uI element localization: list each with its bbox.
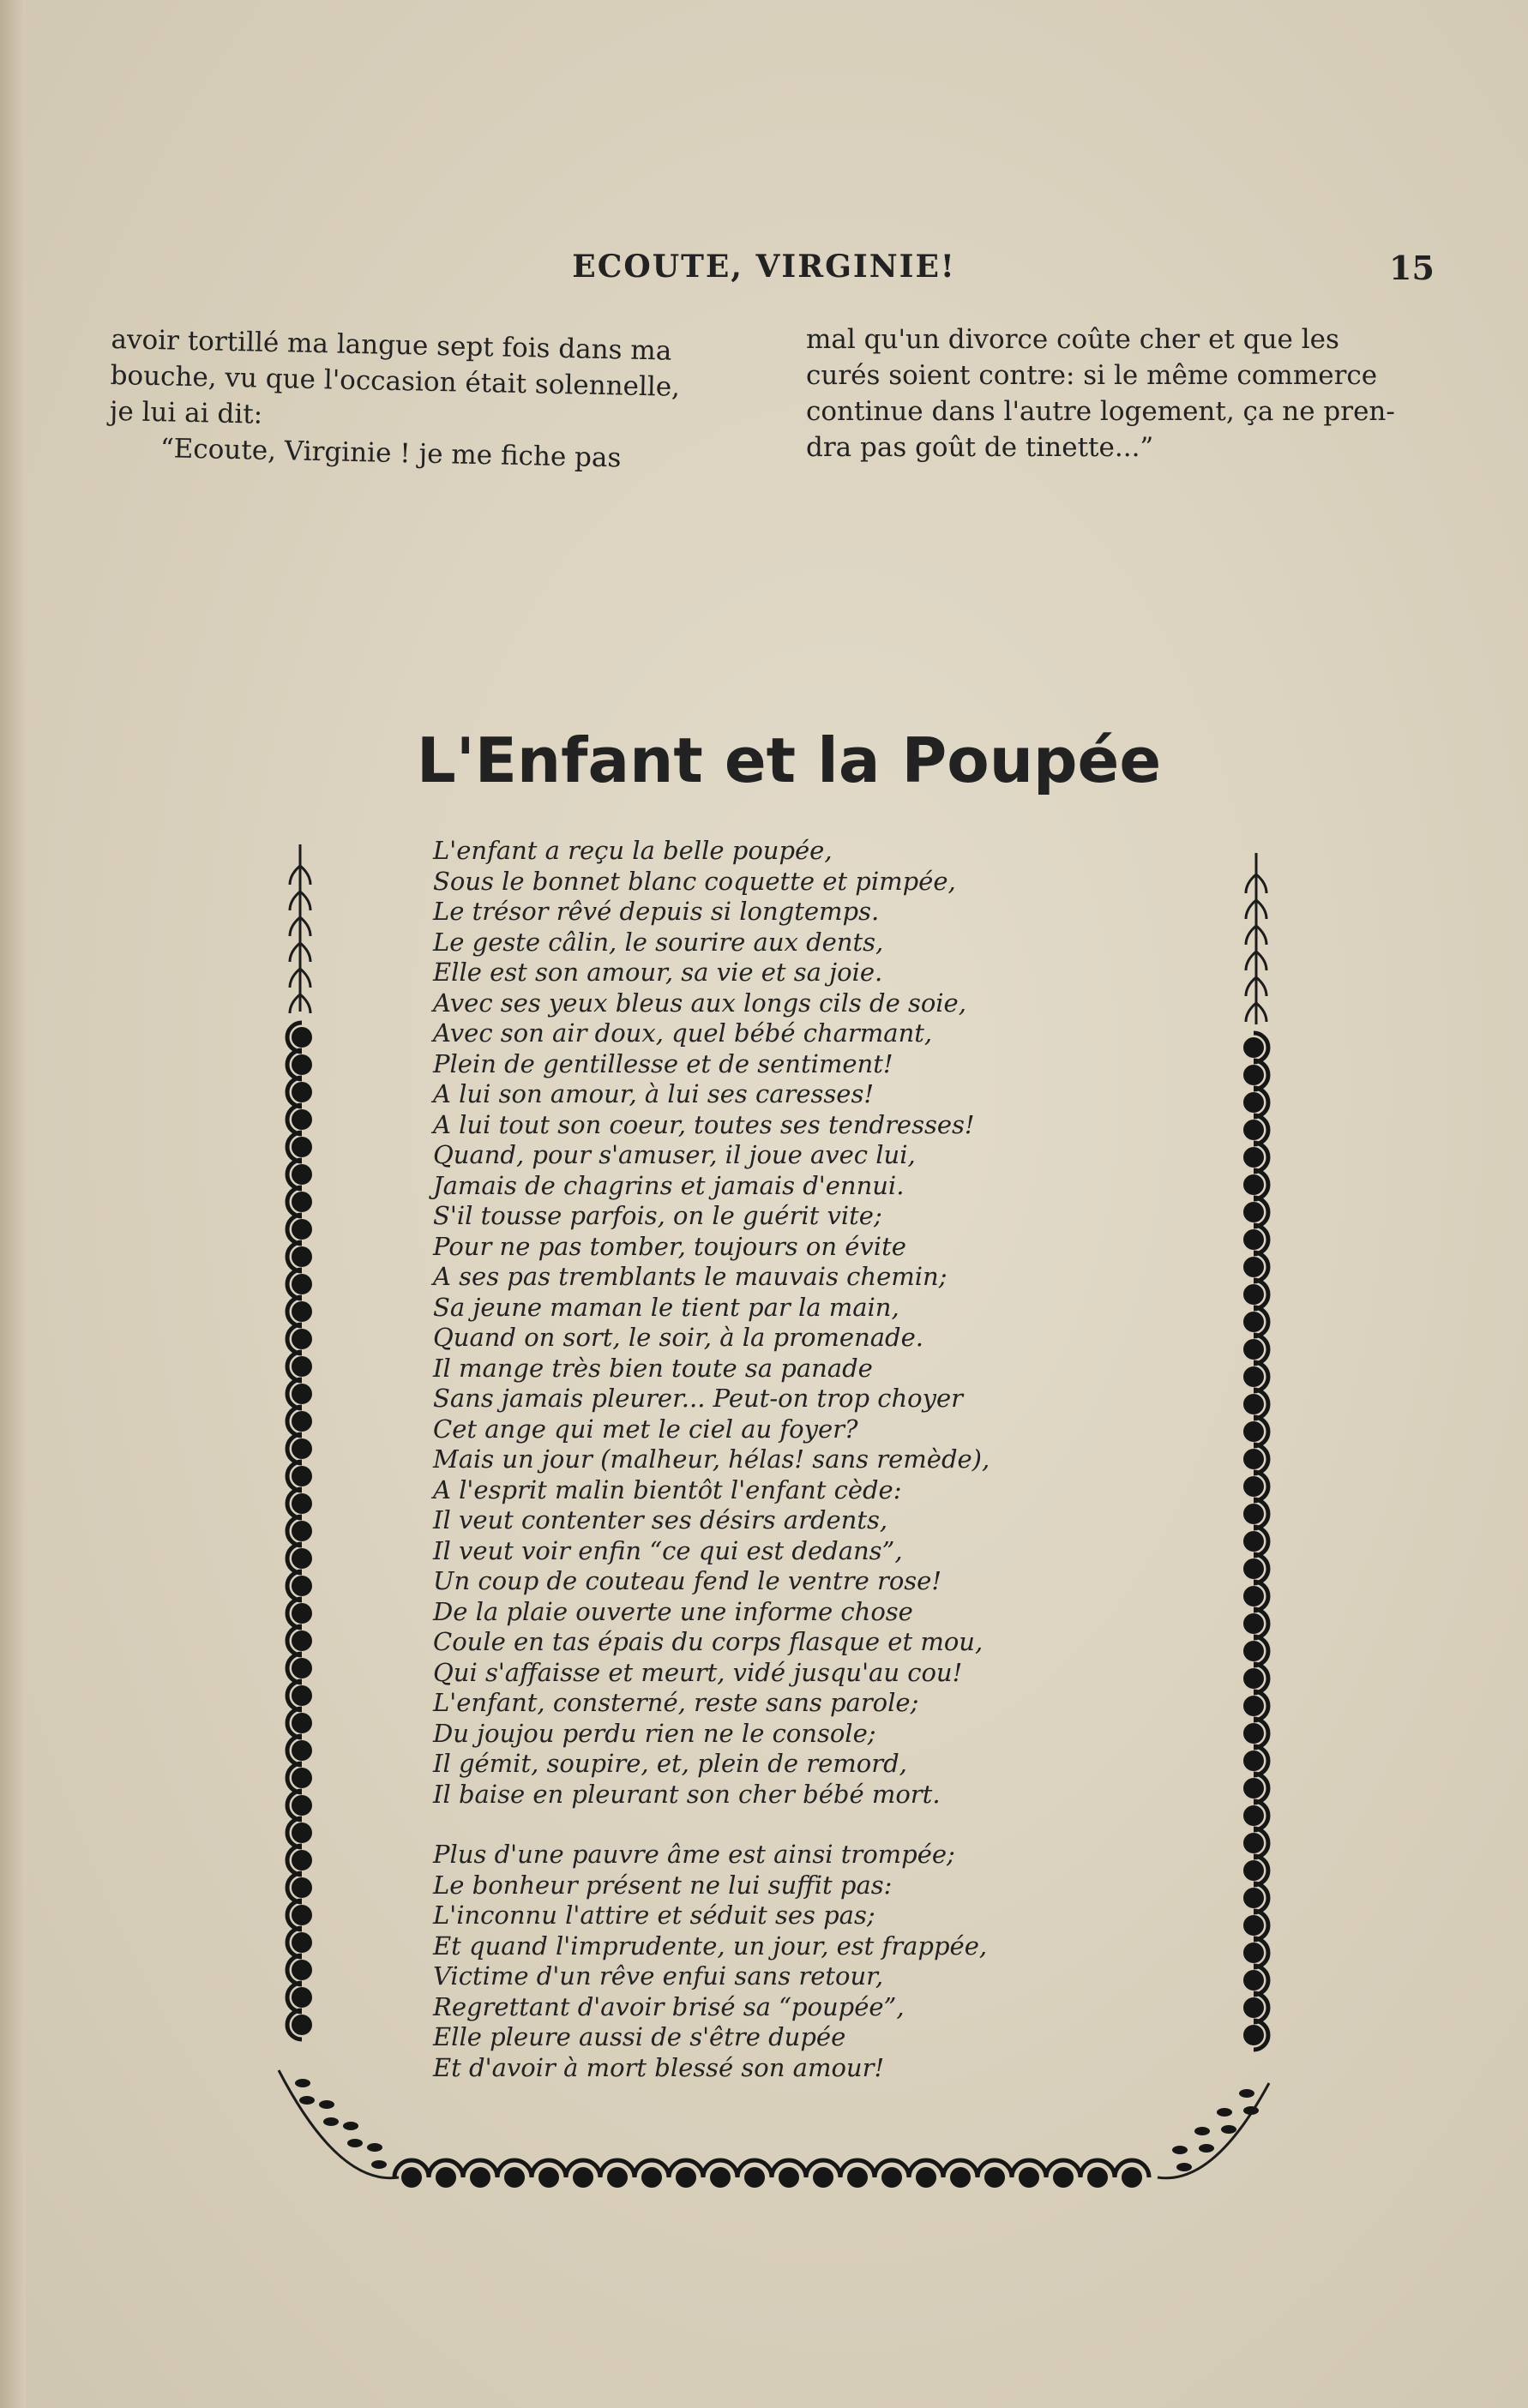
prose-line: mal qu'un divorce coûte cher et que les — [806, 324, 1339, 355]
poem-line: Quand on sort, le soir, à la promenade. — [433, 1323, 923, 1352]
sprig-leaf — [300, 943, 310, 962]
border-dot — [779, 2167, 799, 2188]
border-dot — [1243, 1312, 1264, 1332]
border-dot — [292, 1493, 312, 1514]
poem-stanza-2 — [433, 1840, 1119, 2083]
sprig-leaf — [300, 917, 310, 936]
border-dot — [1019, 2167, 1039, 2188]
sprig-leaf — [290, 866, 300, 885]
border-dot — [1243, 1339, 1264, 1360]
border-dot — [292, 1356, 312, 1377]
border-dot — [292, 2015, 312, 2035]
border-dot — [1243, 1943, 1264, 1963]
poem-line: Victime d'un rêve enfui sans retour, — [433, 1961, 884, 1991]
poem-line: A ses pas tremblants le mauvais chemin; — [433, 1262, 947, 1291]
prose-line: avoir tortillé ma langue sept fois dans ma — [111, 323, 672, 367]
border-dot — [984, 2167, 1005, 2188]
corner-sprig-leaf — [347, 2139, 363, 2147]
poem-line: Plein de gentillesse et de sentiment! — [433, 1048, 893, 1078]
corner-sprig-leaf — [1217, 2108, 1232, 2117]
border-dot — [292, 1932, 312, 1953]
poem-line: Sous le bonnet blanc coquette et pimpée, — [433, 866, 956, 896]
sprig-leaf — [1256, 900, 1266, 919]
border-dot — [470, 2167, 490, 2188]
border-dot — [538, 2167, 559, 2188]
corner-sprig-leaf — [299, 2096, 315, 2105]
border-dot — [292, 1603, 312, 1624]
corner-sprig-leaf — [295, 2079, 310, 2087]
border-dot — [292, 1301, 312, 1322]
border-dot — [292, 1713, 312, 1733]
sprig-leaf — [1246, 952, 1256, 970]
border-dot — [1243, 1558, 1264, 1579]
border-dot — [292, 1576, 312, 1596]
poem-line: Regrettant d'avoir brisé sa “poupée”, — [433, 1991, 905, 2021]
poem-line: Il gémit, soupire, et, plein de remord, — [433, 1749, 907, 1778]
border-dot — [1243, 1641, 1264, 1661]
bottom-dot-scroll-border — [394, 2160, 1149, 2188]
border-dot — [1243, 1586, 1264, 1606]
poem-line: Avec son air doux, quel bébé charmant, — [433, 1018, 933, 1048]
border-dot — [292, 1823, 312, 1843]
border-dot — [292, 1219, 312, 1240]
border-dot — [641, 2167, 662, 2188]
border-dot — [1053, 2167, 1074, 2188]
sprig-leaf — [1246, 977, 1256, 996]
border-dot — [813, 2167, 833, 2188]
border-dot — [1243, 1065, 1264, 1085]
border-dot — [292, 1548, 312, 1569]
border-dot — [710, 2167, 731, 2188]
running-title: ECOUTE, VIRGINIE! — [572, 249, 956, 285]
border-dot — [1243, 1421, 1264, 1442]
poem-line: Cet ange qui met le ciel au foyer? — [433, 1414, 858, 1444]
sprig-leaf — [1256, 1003, 1266, 1022]
border-dot — [292, 1109, 312, 1130]
border-dot — [436, 2167, 456, 2188]
border-dot — [292, 1438, 312, 1459]
border-dot — [1243, 1970, 1264, 1991]
border-dot — [292, 1768, 312, 1788]
poem-line: Sa jeune maman le tient par la main, — [433, 1292, 899, 1322]
border-dot — [1087, 2167, 1108, 2188]
border-dot — [292, 1795, 312, 1816]
sprig-leaf — [290, 969, 300, 988]
prose-line: bouche, vu que l'occasion était solennelle, — [110, 359, 681, 403]
prose-line: je lui ai dit: — [109, 395, 263, 430]
border-dot — [1243, 1229, 1264, 1250]
border-dot — [292, 1082, 312, 1102]
border-dot — [1243, 1092, 1264, 1113]
border-dot — [292, 1850, 312, 1871]
sprig-leaf — [1256, 977, 1266, 996]
sprig-leaf — [1256, 952, 1266, 970]
sprig-leaf — [290, 994, 300, 1013]
sprig-leaf — [290, 892, 300, 910]
border-dot — [292, 1740, 312, 1761]
border-dot — [1243, 1997, 1264, 2018]
corner-sprig-leaf — [323, 2117, 339, 2126]
prose-line: continue dans l'autre logement, ça ne pren- — [806, 396, 1395, 427]
poem-line: De la plaie ouverte une informe chose — [433, 1596, 913, 1626]
border-dot — [1243, 1531, 1264, 1552]
prose-line: dra pas goût de tinette...” — [806, 432, 1154, 463]
border-dot — [1243, 1504, 1264, 1524]
poem-line: Un coup de couteau fend le ventre rose! — [433, 1566, 941, 1595]
poem-line: Et d'avoir à mort blessé son amour! — [433, 2052, 885, 2082]
border-dot — [573, 2167, 593, 2188]
border-dot — [292, 1960, 312, 1980]
border-dot — [1243, 1778, 1264, 1798]
poem-line: Il baise en pleurant son cher bébé mort. — [433, 1779, 941, 1809]
corner-sprig-leaf — [1243, 2106, 1259, 2115]
sprig-leaf — [300, 892, 310, 910]
border-dot — [1243, 1202, 1264, 1222]
border-dot — [1243, 1668, 1264, 1689]
poem-body — [433, 836, 1119, 2113]
poem-line: Elle est son amour, sa vie et sa joie. — [433, 958, 883, 987]
border-dot — [292, 1137, 312, 1157]
sprig-leaf — [290, 917, 300, 936]
corner-sprig-leaf — [343, 2122, 358, 2130]
poem-line: Il veut voir enfin “ce qui est dedans”, — [433, 1535, 903, 1565]
left-dot-scroll-border — [287, 1023, 312, 2039]
prose-line: “Ecoute, Virginie ! je me fiche pas — [159, 433, 622, 474]
border-dot — [292, 1192, 312, 1212]
border-dot — [676, 2167, 696, 2188]
poem-line: Et quand l'imprudente, un jour, est frappée, — [433, 1931, 988, 1961]
border-dot — [292, 1027, 312, 1048]
poem-line: Quand, pour s'amuser, il joue avec lui, — [433, 1140, 916, 1169]
border-dot — [292, 1329, 312, 1349]
border-dot — [1243, 1174, 1264, 1195]
border-dot — [950, 2167, 971, 2188]
corner-sprig-leaf — [1194, 2127, 1210, 2135]
poem-line: Mais un jour (malheur, hélas! sans remède), — [433, 1444, 990, 1474]
border-dot — [1122, 2167, 1142, 2188]
border-dot — [292, 1658, 312, 1678]
poem-line: Jamais de chagrins et jamais d'ennui. — [433, 1170, 905, 1200]
border-dot — [292, 1246, 312, 1267]
border-dot — [1243, 1805, 1264, 1826]
border-dot — [1243, 1833, 1264, 1853]
corner-sprig-leaf — [371, 2160, 387, 2169]
sprig-leaf — [290, 943, 300, 962]
poem-stanza-1 — [433, 836, 1119, 1810]
border-dot — [1243, 1284, 1264, 1305]
page-number: 15 — [1389, 249, 1435, 287]
corner-sprig-leaf — [1221, 2125, 1236, 2134]
poem-line: L'enfant, consterné, reste sans parole; — [433, 1688, 919, 1717]
border-dot — [1243, 1915, 1264, 1936]
border-dot — [1243, 1257, 1264, 1277]
sprig-leaf — [1246, 1003, 1256, 1022]
corner-sprig-leaf — [319, 2100, 334, 2109]
border-dot — [1243, 1476, 1264, 1497]
border-dot — [1243, 2025, 1264, 2045]
border-dot — [847, 2167, 868, 2188]
corner-sprig-leaf — [367, 2143, 382, 2152]
border-dot — [1243, 1147, 1264, 1168]
poem-line: Plus d'une pauvre âme est ainsi trompée; — [433, 1840, 955, 1869]
border-dot — [401, 2167, 422, 2188]
border-dot — [292, 1685, 312, 1706]
corner-sprig-leaf — [1199, 2144, 1214, 2153]
border-dot — [292, 1877, 312, 1898]
corner-sprig-leaf — [1239, 2089, 1254, 2098]
border-dot — [1243, 1860, 1264, 1881]
border-dot — [292, 1274, 312, 1294]
border-dot — [1243, 1394, 1264, 1414]
border-dot — [292, 1630, 312, 1651]
border-dot — [292, 1987, 312, 2008]
poem-line: Il veut contenter ses désirs ardents, — [433, 1505, 888, 1534]
border-dot — [1243, 1120, 1264, 1140]
sprig-leaf — [300, 994, 310, 1013]
border-dot — [292, 1411, 312, 1432]
sprig-leaf — [300, 969, 310, 988]
right-dot-scroll-border — [1243, 1033, 1268, 2050]
poem-line: S'il tousse parfois, on le guérit vite; — [433, 1201, 882, 1230]
border-dot — [1243, 1888, 1264, 1908]
poem-line: Pour ne pas tomber, toujours on évite — [433, 1231, 906, 1261]
poem-line: Qui s'affaisse et meurt, vidé jusqu'au cou! — [433, 1657, 963, 1687]
border-dot — [744, 2167, 765, 2188]
border-dot — [1243, 1449, 1264, 1469]
poem-line: A lui tout son coeur, toutes ses tendresses! — [433, 1109, 975, 1139]
border-dot — [292, 1054, 312, 1075]
poem-line: Le bonheur présent ne lui suffit pas: — [433, 1870, 893, 1900]
sprig-leaf — [1246, 900, 1256, 919]
border-dot — [292, 1384, 312, 1404]
border-dot — [1243, 1037, 1264, 1058]
poem-line: Il mange très bien toute sa panade — [433, 1353, 873, 1383]
sprig-leaf — [1256, 926, 1266, 945]
border-dot — [881, 2167, 902, 2188]
poem-line: Le geste câlin, le sourire aux dents, — [433, 927, 884, 957]
sprig-leaf — [1246, 926, 1256, 945]
sprig-leaf — [1246, 874, 1256, 893]
border-dot — [1243, 1723, 1264, 1744]
border-dot — [292, 1466, 312, 1486]
poem-title: L'Enfant et la Poupée — [416, 724, 1162, 796]
border-dot — [916, 2167, 936, 2188]
border-dot — [1243, 1366, 1264, 1387]
poem-line: A lui son amour, à lui ses caresses! — [433, 1079, 874, 1108]
poem-line: L'inconnu l'attire et séduit ses pas; — [433, 1901, 875, 1930]
poem-line: Du joujou perdu rien ne le console; — [433, 1718, 876, 1748]
poem-line: L'enfant a reçu la belle poupée, — [433, 836, 833, 865]
border-dot — [1243, 1613, 1264, 1634]
sprig-leaf — [1256, 874, 1266, 893]
poem-line: Elle pleure aussi de s'être dupée — [433, 2022, 846, 2051]
prose-line: curés soient contre: si le même commerce — [806, 360, 1378, 391]
sprig-leaf — [300, 866, 310, 885]
corner-sprig-leaf — [1176, 2163, 1192, 2171]
poem-line: Sans jamais pleurer... Peut-on trop choyer — [433, 1384, 964, 1413]
poem-line: Avec ses yeux bleus aux longs cils de soie, — [433, 988, 966, 1018]
border-dot — [292, 1521, 312, 1541]
border-dot — [292, 1164, 312, 1185]
corner-sprig-stem — [1158, 2083, 1269, 2178]
border-dot — [504, 2167, 525, 2188]
border-dot — [292, 1905, 312, 1925]
border-dot — [1243, 1696, 1264, 1716]
border-dot — [1243, 1750, 1264, 1771]
poem-line: Le trésor rêvé depuis si longtemps. — [433, 897, 880, 926]
corner-sprig-leaf — [1172, 2146, 1188, 2154]
poem-line: Coule en tas épais du corps flasque et mou, — [433, 1627, 984, 1656]
border-dot — [607, 2167, 628, 2188]
poem-line: A l'esprit malin bientôt l'enfant cède: — [433, 1474, 902, 1504]
